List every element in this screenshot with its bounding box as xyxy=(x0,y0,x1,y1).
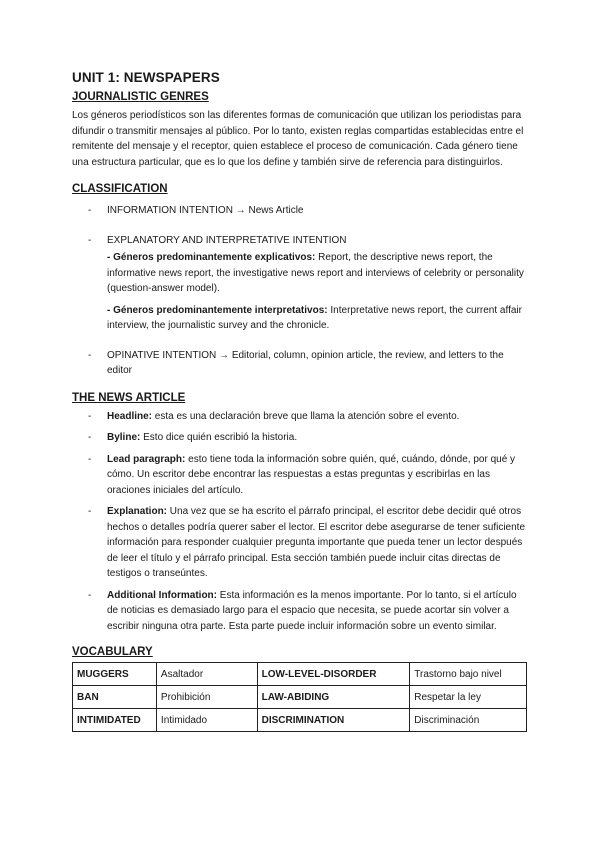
vocab-translation: Trastorno bajo nivel xyxy=(410,663,527,686)
classification-item-information xyxy=(72,203,528,219)
news-article-heading: THE NEWS ARTICLE xyxy=(72,391,186,404)
classification-heading: CLASSIFICATION xyxy=(72,183,168,195)
subgenre-text: Interpretative news report, the current affair interview, the journalistic survey and the chronicle. xyxy=(107,304,522,331)
vocab-term: INTIMIDATED xyxy=(73,709,157,732)
news-item-term: Additional Information: xyxy=(107,589,217,601)
journalistic-genres-heading: JOURNALISTIC GENRES xyxy=(72,91,209,103)
news-item-text: Esta información es la menos importante. Por lo tanto, si el artículo de noticias es demasiado largo para el espacio que necesita, se puede acortar sin volver a escribir ninguna otra parte. Esta parte puede incluir información sobre un evento similar. xyxy=(107,589,517,632)
dash-bullet: - xyxy=(88,506,92,517)
dash-bullet: - xyxy=(88,589,92,601)
dash-bullet: - xyxy=(88,234,92,246)
news-item-additional-information xyxy=(72,588,528,635)
news-item-term: Byline: xyxy=(107,432,141,443)
vocab-translation: Prohibición xyxy=(156,686,257,709)
news-item-text: Una vez que se ha escrito el párrafo principal, el escritor debe decidir qué otros hechos o detalles podría querer saber el lector. El escritor debe asegurarse de tener suficiente información para responder cualquier pregunta importante que pueda tener un lector después de leer el título y el párrafo principal. Esta sección también puede incluir citas directas de testigos o transeúntes. xyxy=(107,506,526,579)
news-item-term: Headline: xyxy=(107,410,153,422)
subgenre-interpretativos xyxy=(72,303,528,334)
subgenre-term: - Géneros predominantemente explicativos: xyxy=(107,252,316,263)
vocab-translation: Discriminación xyxy=(410,709,527,732)
vocab-term: MUGGERS xyxy=(73,663,157,686)
classification-item-opinative xyxy=(72,348,528,379)
vocab-term: BAN xyxy=(73,686,157,709)
journalistic-genres-paragraph: Los géneros periodísticos son las diferentes formas de comunicación que utilizan los periodistas para difundir o transmitir mensajes al público. Por lo tanto, existen reglas compartidas establecidas entre el remitente del mensaje y el receptor, quien establece el proceso de comunicación. Cada género tiene una estructura particular, que es lo que los define y también sirve de referencia para distinguirlos. xyxy=(72,110,524,168)
news-item-text: esto tiene toda la información sobre quién, qué, cuándo, dónde, por qué y cómo. Un escritor debe encontrar las respuestas a estas preguntas y escribirlas en las oraciones iniciales del artículo. xyxy=(107,453,516,496)
news-item-term: Lead paragraph: xyxy=(107,453,186,465)
dash-bullet: - xyxy=(88,205,92,216)
table-row xyxy=(73,709,527,732)
classification-item-label: OPINATIVE INTENTION → Editorial, column, opinion article, the review, and letters to the editor xyxy=(107,349,504,376)
vocab-term: LOW-LEVEL-DISORDER xyxy=(257,663,410,686)
classification-item-label: EXPLANATORY AND INTERPRETATIVE INTENTION xyxy=(107,234,347,246)
table-row xyxy=(73,686,527,709)
classification-item-label: INFORMATION INTENTION → News Article xyxy=(107,205,304,216)
news-item-explanation xyxy=(72,504,528,582)
news-article-list xyxy=(72,409,528,635)
vocab-translation: Intimidado xyxy=(156,709,257,732)
dash-bullet: - xyxy=(88,432,92,443)
dash-bullet: - xyxy=(88,349,92,361)
classification-list-opinative xyxy=(72,348,528,379)
news-item-term: Explanation: xyxy=(107,506,168,517)
news-item-lead-paragraph xyxy=(72,452,528,499)
vocabulary-heading: VOCABULARY xyxy=(72,646,153,658)
classification-list xyxy=(72,203,528,248)
vocab-translation: Respetar la ley xyxy=(410,686,527,709)
classification-item-explanatory xyxy=(72,233,528,249)
subgenre-explicativos xyxy=(72,250,528,297)
vocab-translation: Asaltador xyxy=(156,663,257,686)
news-item-byline xyxy=(72,430,528,446)
table-row xyxy=(73,663,527,686)
dash-bullet: - xyxy=(88,453,92,465)
news-item-text: Esto dice quién escribió la historia. xyxy=(140,432,298,443)
vocab-term: LAW-ABIDING xyxy=(257,686,410,709)
vocabulary-table xyxy=(72,662,527,732)
vocab-term: DISCRIMINATION xyxy=(257,709,410,732)
subgenre-text: Report, the descriptive news report, the informative news report, the investigative news report and interviews of celebrity or personality (question-answer model). xyxy=(107,252,524,294)
news-item-text: esta es una declaración breve que llama la atención sobre el evento. xyxy=(152,410,460,422)
page-title: UNIT 1: NEWSPAPERS xyxy=(72,70,220,85)
subgenre-term: - Géneros predominantemente interpretativos: xyxy=(107,304,328,316)
news-item-headline xyxy=(72,409,528,425)
document-page xyxy=(72,70,528,732)
dash-bullet: - xyxy=(88,410,92,422)
